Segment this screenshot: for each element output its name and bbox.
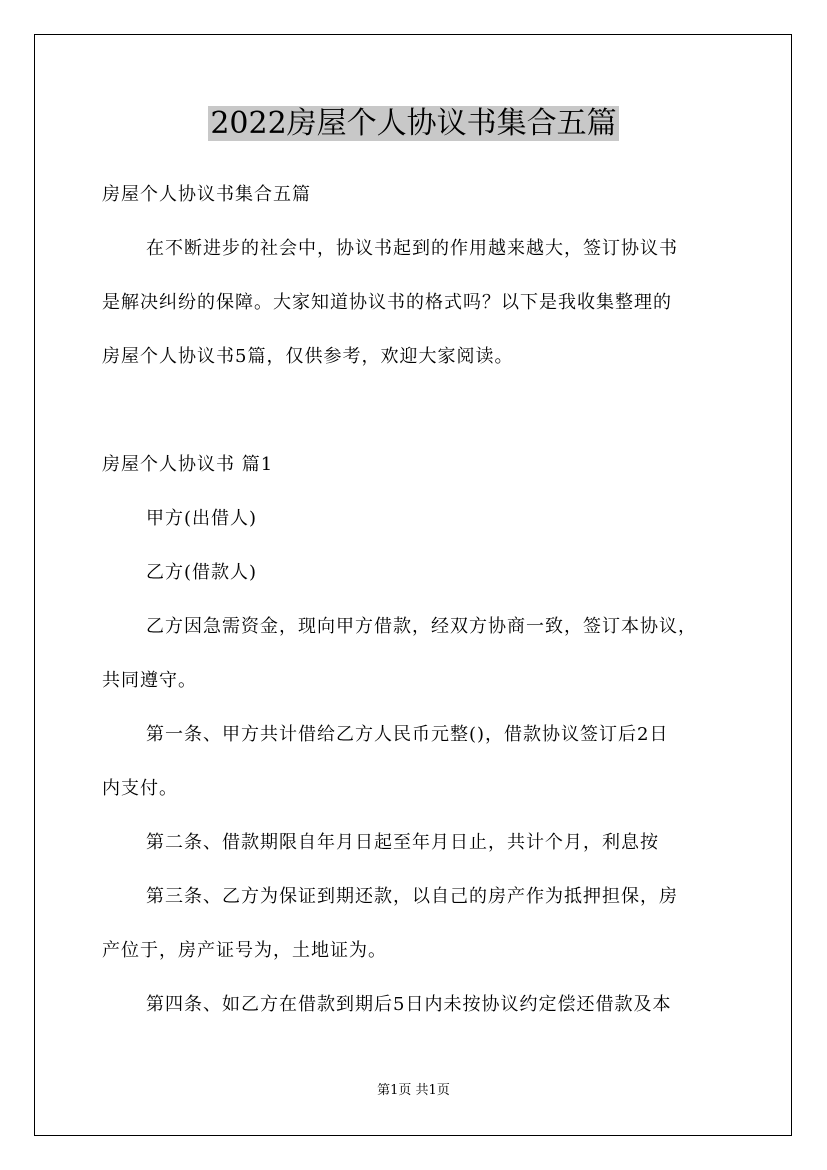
body-line: 在不断进步的社会中，协议书起到的作用越来越大，签订协议书	[146, 238, 678, 259]
section-heading: 房屋个人协议书 篇1	[102, 454, 274, 475]
body-line: 第一条、甲方共计借给乙方人民币元整()，借款协议签订后2日	[146, 724, 669, 745]
body-line: 第三条、乙方为保证到期还款，以自己的房产作为抵押担保，房	[146, 886, 678, 907]
body-line: 第四条、如乙方在借款到期后5日内未按协议约定偿还借款及本	[146, 994, 672, 1015]
body-line: 共同遵守。	[102, 670, 197, 691]
body-line: 第二条、借款期限自年月日起至年月日止，共计个月，利息按	[146, 832, 659, 853]
body-line: 是解决纠纷的保障。大家知道协议书的格式吗？以下是我收集整理的	[102, 292, 672, 313]
body-line: 乙方(借款人)	[146, 562, 258, 583]
document-title	[0, 102, 827, 146]
page-footer: 第1页 共1页	[377, 1083, 450, 1098]
document-body	[102, 168, 727, 1032]
body-line: 房屋个人协议书集合五篇	[102, 184, 311, 205]
body-line: 产位于，房产证号为，土地证为。	[102, 940, 387, 961]
body-line: 内支付。	[102, 778, 178, 799]
body-line: 甲方(出借人)	[146, 508, 258, 529]
body-line: 房屋个人协议书5篇，仅供参考，欢迎大家阅读。	[102, 346, 514, 367]
document-title-text: 2022房屋个人协议书集合五篇	[210, 106, 617, 141]
paragraph-gap	[102, 384, 727, 438]
body-line: 乙方因急需资金，现向甲方借款，经双方协商一致，签订本协议，	[146, 616, 697, 637]
